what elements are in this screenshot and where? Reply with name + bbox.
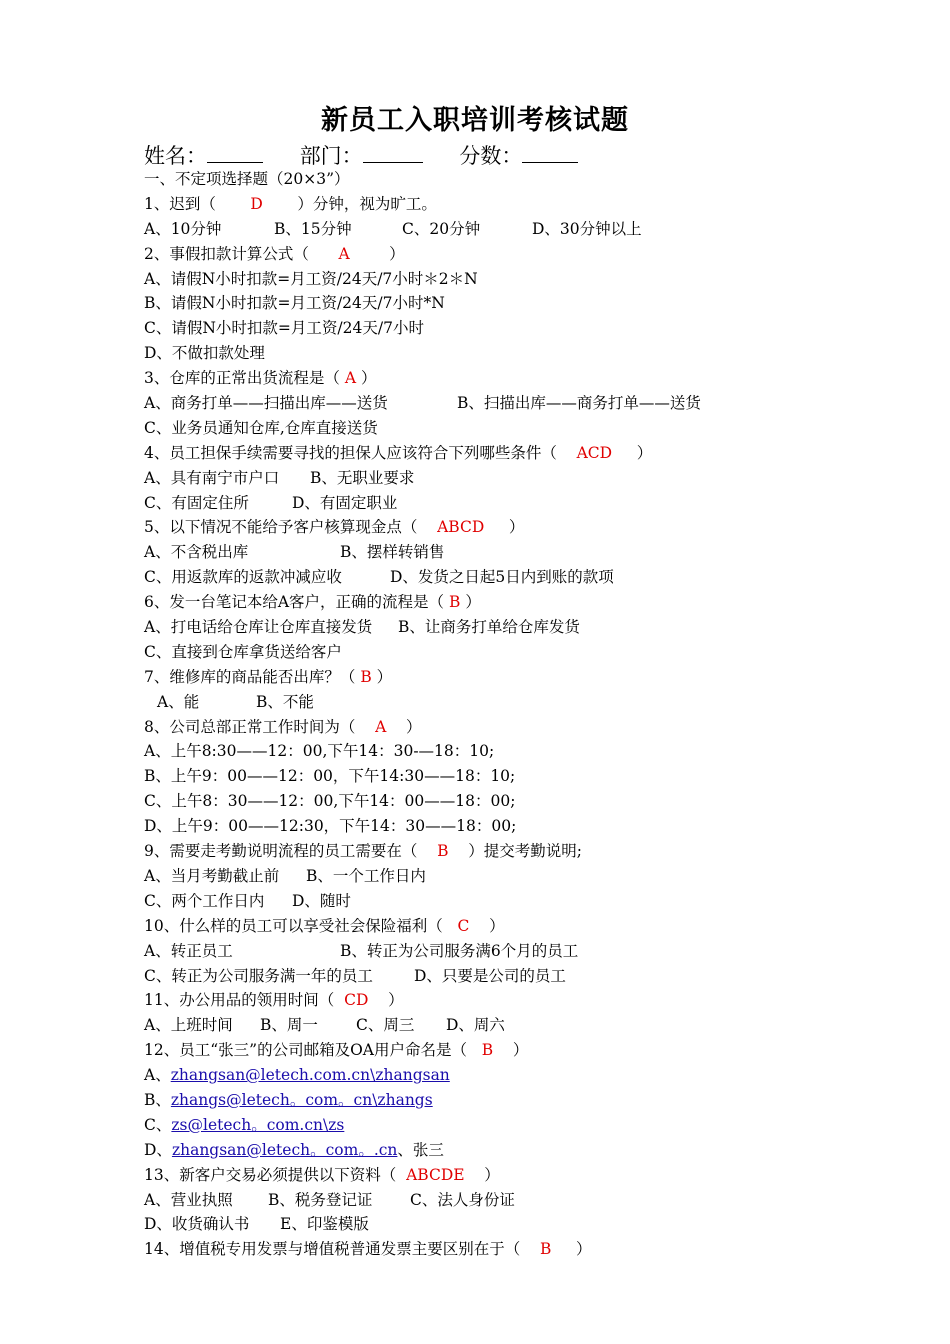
info-line bbox=[144, 140, 578, 170]
question-8-option-c: C、上午8：30——12：00,下午14：00——18：00; bbox=[144, 792, 516, 811]
question-2: 2、事假扣款计算公式（ A ） bbox=[144, 244, 405, 263]
question-6-options: A、打电话给仓库让仓库直接发货 B、让商务打单给仓库发货 bbox=[144, 618, 580, 637]
question-8-option-b: B、上午9：00——12：00，下午14:30——18：10; bbox=[144, 767, 516, 786]
question-8-option-d: D、上午9：00——12:30，下午14：30——18：00; bbox=[144, 817, 517, 836]
question-10: 10、什么样的员工可以享受社会保险福利（ C ） bbox=[144, 916, 505, 935]
answer-2: A bbox=[338, 244, 350, 263]
answer-14: B bbox=[539, 1240, 552, 1259]
question-list bbox=[144, 167, 924, 1262]
question-2-option-a: A、请假N小时扣款=月工资/24天/7小时＊2＊N bbox=[144, 269, 478, 288]
question-10-options-ab: A、转正员工 B、转正为公司服务满6个月的员工 bbox=[144, 941, 579, 960]
email-link-b[interactable]: zhangs@letech。com。cn\zhangs bbox=[170, 1090, 433, 1109]
answer-10: C bbox=[457, 916, 470, 935]
question-5-options-ab: A、不含税出库 B、摆样转销售 bbox=[144, 543, 445, 562]
question-8-option-a: A、上午8:30——12：00,下午14：30-—18：10; bbox=[144, 742, 495, 761]
question-11-options: A、上班时间 B、周一 C、周三 D、周六 bbox=[144, 1016, 505, 1035]
question-10-options-cd: C、转正为公司服务满一年的员工 D、只要是公司的员工 bbox=[144, 966, 566, 985]
question-3: 3、仓库的正常出货流程是（ A ） bbox=[144, 369, 377, 388]
question-9-options-ab: A、当月考勤截止前 B、一个工作日内 bbox=[144, 866, 426, 885]
question-7-options: A、能 B、不能 bbox=[157, 692, 314, 711]
question-12-option-d: D、zhangsan@letech。com。.cn、张三 bbox=[144, 1140, 444, 1159]
question-13-options-de: D、收货确认书 E、印鉴模版 bbox=[144, 1215, 369, 1234]
answer-9: B bbox=[437, 842, 449, 861]
question-6-option-c: C、直接到仓库拿货送给客户 bbox=[144, 642, 342, 661]
email-link-d[interactable]: zhangsan@letech。com。.cn bbox=[171, 1140, 398, 1159]
question-12-option-c: C、zs@letech。com.cn\zs bbox=[144, 1115, 345, 1134]
question-7: 7、维修库的商品能否出库？（ B ） bbox=[144, 667, 393, 686]
answer-12: B bbox=[481, 1041, 494, 1060]
answer-11: CD bbox=[344, 991, 369, 1010]
answer-13: ABCDE bbox=[406, 1165, 465, 1184]
question-11: 11、办公用品的领用时间（ CD ） bbox=[144, 991, 404, 1010]
question-5-options-cd: C、用返款库的返款冲减应收 D、发货之日起5日内到账的款项 bbox=[144, 568, 614, 587]
section-heading: 一、不定项选择题（20×3”） bbox=[144, 170, 350, 188]
dept-blank[interactable] bbox=[363, 142, 423, 163]
question-12: 12、员工“张三”的公司邮箱及OA用户命名是（ B ） bbox=[144, 1041, 529, 1060]
question-5: 5、以下情况不能给予客户核算现金点（ ABCD ） bbox=[144, 518, 525, 537]
question-1-options: A、10分钟 B、15分钟 C、20分钟 D、30分钟以上 bbox=[144, 219, 642, 238]
question-6: 6、发一台笔记本给A客户，正确的流程是（ B ） bbox=[144, 593, 481, 612]
question-8: 8、公司总部正常工作时间为（ A ） bbox=[144, 717, 422, 736]
question-3-options: A、商务打单——扫描出库——送货 B、扫描出库——商务打单——送货 bbox=[144, 394, 701, 413]
question-2-option-c: C、请假N小时扣款=月工资/24天/7小时 bbox=[144, 319, 424, 338]
answer-8: A bbox=[375, 717, 387, 736]
score-blank[interactable] bbox=[522, 142, 578, 163]
name-label: 姓名： bbox=[144, 144, 207, 168]
question-3-option-c: C、业务员通知仓库,仓库直接送货 bbox=[144, 418, 378, 437]
email-link-c[interactable]: zs@letech。com.cn\zs bbox=[171, 1115, 345, 1134]
question-4-options-cd: C、有固定住所 D、有固定职业 bbox=[144, 493, 398, 512]
answer-1: D bbox=[250, 194, 263, 213]
answer-4: ACD bbox=[576, 443, 613, 462]
question-1: 1、迟到（ D ）分钟，视为旷工。 bbox=[144, 194, 437, 213]
answer-6: B bbox=[449, 593, 461, 612]
answer-5: ABCD bbox=[437, 518, 485, 537]
question-9-options-cd: C、两个工作日内 D、随时 bbox=[144, 891, 351, 910]
question-13-options-abc: A、营业执照 B、税务登记证 C、法人身份证 bbox=[144, 1190, 515, 1209]
email-link-a[interactable]: zhangsan@letech.com.cn\zhangsan bbox=[170, 1066, 450, 1085]
answer-7: B bbox=[360, 667, 372, 686]
question-4: 4、员工担保手续需要寻找的担保人应该符合下列哪些条件（ ACD ） bbox=[144, 443, 653, 462]
question-12-option-b: B、zhangs@letech。com。cn\zhangs bbox=[144, 1090, 433, 1109]
question-13: 13、新客户交易必须提供以下资料（ ABCDE ） bbox=[144, 1165, 500, 1184]
document-title: 新员工入职培训考核试题 bbox=[321, 105, 629, 136]
score-label: 分数： bbox=[459, 144, 523, 168]
dept-label: 部门： bbox=[299, 144, 363, 168]
question-12-option-a: A、zhangsan@letech.com.cn\zhangsan bbox=[144, 1066, 450, 1085]
question-4-options-ab: A、具有南宁市户口 B、无职业要求 bbox=[144, 468, 415, 487]
question-9: 9、需要走考勤说明流程的员工需要在（ B ）提交考勤说明; bbox=[144, 842, 582, 861]
question-14: 14、增值税专用发票与增值税普通发票主要区别在于（ B ） bbox=[144, 1240, 592, 1259]
question-2-option-b: B、请假N小时扣款=月工资/24天/7小时*N bbox=[144, 294, 445, 313]
question-2-option-d: D、不做扣款处理 bbox=[144, 344, 265, 363]
name-blank[interactable] bbox=[207, 142, 263, 163]
answer-3: A bbox=[344, 369, 357, 388]
